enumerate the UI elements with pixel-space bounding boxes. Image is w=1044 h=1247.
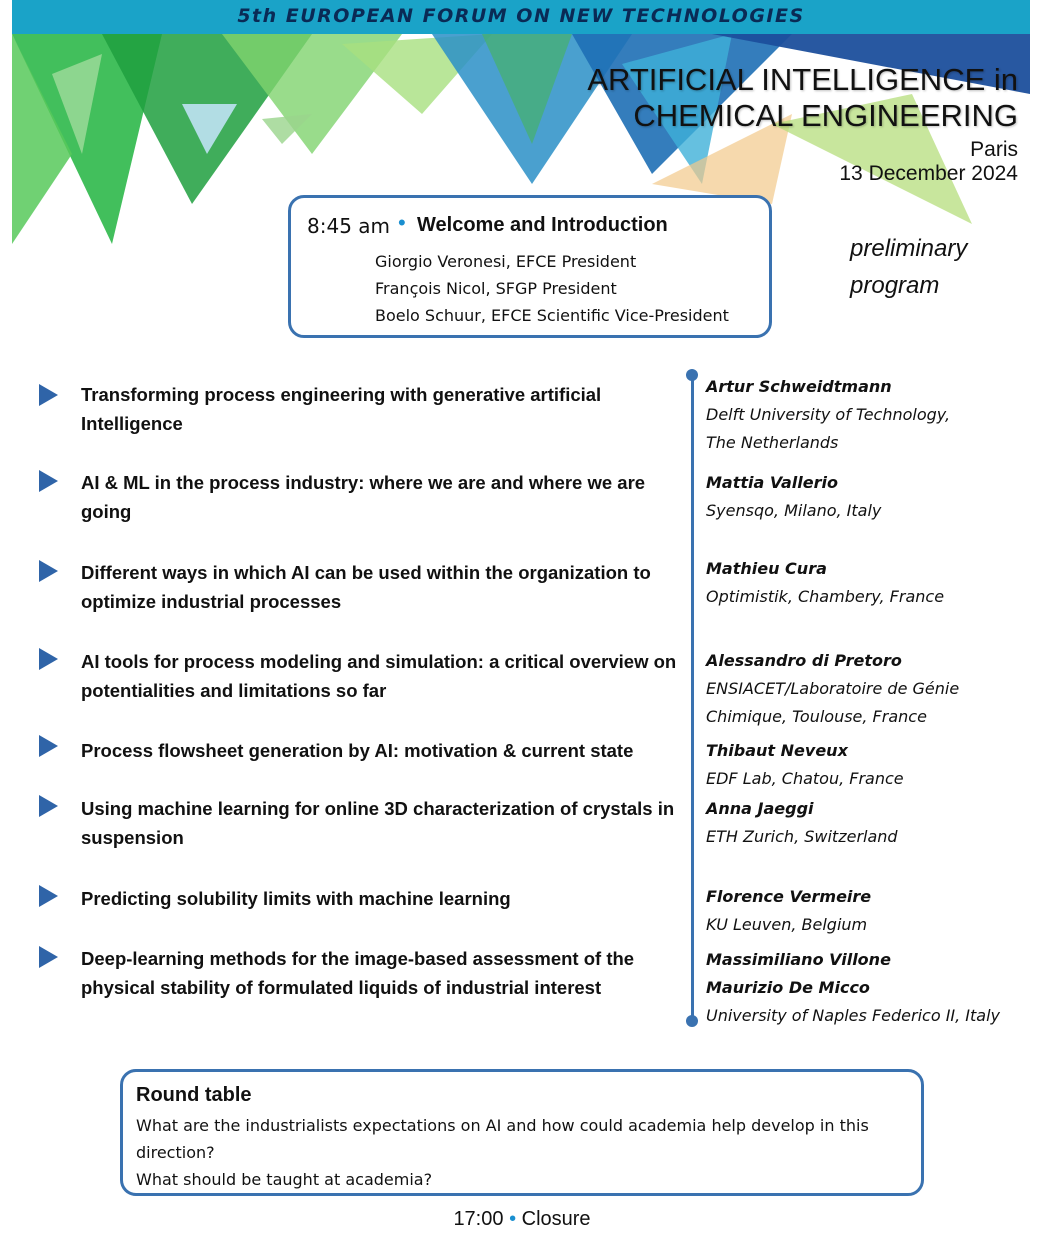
talk-speaker-block [706, 373, 1036, 457]
talk-title: Different ways in which AI can be used within the organization to optimize industrial processes [81, 562, 651, 612]
speaker-name: Alessandro di Pretoro [706, 651, 902, 670]
play-arrow-icon [39, 735, 58, 757]
preliminary-line-1: preliminary [850, 235, 968, 262]
round-table-box [120, 1069, 924, 1196]
title-line-1: ARTIFICIAL INTELLIGENCE in [587, 62, 1018, 97]
play-arrow-icon [39, 470, 58, 492]
welcome-box [288, 195, 772, 338]
speaker-name: Thibaut Neveux [706, 741, 848, 760]
round-table-question: What should be taught at academia? [136, 1170, 433, 1189]
talk-title: Predicting solubility limits with machine learning [81, 888, 511, 909]
bullet-dot-icon: • [398, 210, 406, 235]
welcome-time: 8:45 am [307, 214, 391, 238]
talk-speaker-block [706, 946, 1036, 1030]
welcome-person: Giorgio Veronesi, EFCE President [375, 252, 637, 271]
speaker-name: Mathieu Cura [706, 559, 827, 578]
welcome-person: François Nicol, SFGP President [375, 279, 617, 298]
speaker-affiliation: Delft University of Technology, [706, 405, 951, 424]
play-arrow-icon [39, 384, 58, 406]
event-title [587, 62, 1018, 134]
welcome-person: Boelo Schuur, EFCE Scientific Vice-President [375, 306, 729, 325]
speaker-affiliation: ETH Zurich, Switzerland [706, 827, 898, 846]
talk-title: Using machine learning for online 3D characterization of crystals in suspension [81, 798, 675, 848]
talk-speaker-block [706, 555, 1036, 611]
speaker-affiliation: KU Leuven, Belgium [706, 915, 868, 934]
round-table-questions [136, 1112, 906, 1193]
speaker-affiliation: EDF Lab, Chatou, France [706, 769, 904, 788]
timeline-start-dot [686, 369, 698, 381]
preliminary-line-2: program [850, 272, 940, 299]
preliminary-label [850, 230, 967, 304]
speaker-name: Mattia Vallerio [706, 473, 838, 492]
welcome-people [375, 248, 729, 329]
talk-speaker-block [706, 647, 1036, 731]
talk-speaker-block [706, 737, 1036, 793]
bullet-dot-icon: • [509, 1208, 517, 1230]
speaker-name: Artur Schweidtmann [706, 377, 892, 396]
speaker-name: Florence Vermeire [706, 887, 872, 906]
speaker-name: Maurizio De Micco [706, 978, 870, 997]
closure-line [0, 1208, 1044, 1231]
timeline-line [691, 375, 694, 1022]
talk-title: Transforming process engineering with generative artificial Intelligence [81, 384, 602, 434]
speaker-name: Anna Jaeggi [706, 799, 814, 818]
speaker-affiliation: The Netherlands [706, 433, 839, 452]
talk-title: AI tools for process modeling and simulation: a critical overview on potentialities and limitations so far [81, 651, 677, 701]
welcome-title: Welcome and Introduction [417, 214, 668, 236]
speaker-affiliation: ENSIACET/Laboratoire de Génie [706, 679, 960, 698]
speaker-affiliation: Syensqo, Milano, Italy [706, 501, 882, 520]
talk-title: Deep-learning methods for the image-based assessment of the physical stability of formulated liquids of industrial interest [81, 948, 635, 998]
speaker-affiliation: Chimique, Toulouse, France [706, 707, 927, 726]
talk-speaker-block [706, 469, 1036, 525]
play-arrow-icon [39, 648, 58, 670]
round-table-question: What are the industrialists expectations on AI and how could academia help develop in this direction? [136, 1116, 869, 1162]
speaker-affiliation: Optimistik, Chambery, France [706, 587, 945, 606]
forum-banner: 5th EUROPEAN FORUM ON NEW TECHNOLOGIES [12, 0, 1030, 34]
closure-label: Closure [521, 1208, 591, 1230]
round-table-title: Round table [136, 1084, 252, 1106]
event-place-date [839, 138, 1018, 186]
play-arrow-icon [39, 946, 58, 968]
speaker-affiliation: University of Naples Federico II, Italy [706, 1006, 1001, 1025]
talk-title: AI & ML in the process industry: where we are and where we are going [81, 472, 646, 522]
timeline-end-dot [686, 1015, 698, 1027]
talk-speaker-block [706, 883, 1036, 939]
talk-speaker-block [706, 795, 1036, 851]
play-arrow-icon [39, 560, 58, 582]
closure-time: 17:00 [453, 1208, 504, 1230]
event-city: Paris [970, 138, 1018, 161]
play-arrow-icon [39, 885, 58, 907]
speaker-name: Massimiliano Villone [706, 950, 891, 969]
play-arrow-icon [39, 795, 58, 817]
talk-title: Process flowsheet generation by AI: motivation & current state [81, 740, 634, 761]
title-line-2: CHEMICAL ENGINEERING [633, 98, 1018, 133]
event-date: 13 December 2024 [839, 162, 1018, 185]
